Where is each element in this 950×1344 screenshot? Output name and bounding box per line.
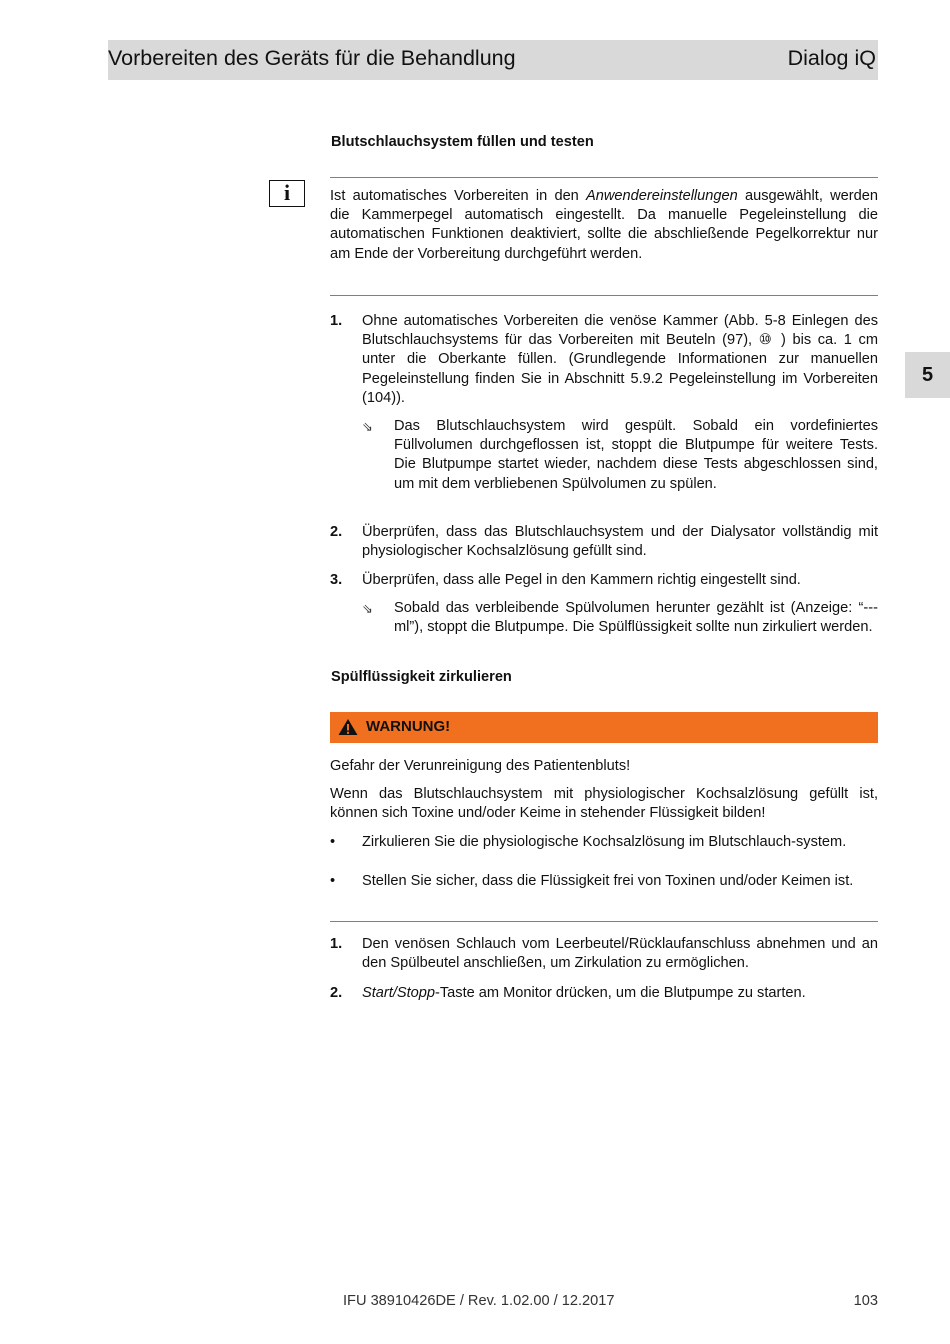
document-reference: IFU 38910426DE / Rev. 1.02.00 / 12.2017 xyxy=(343,1293,615,1309)
bullet-marker: • xyxy=(330,834,336,850)
step-item xyxy=(330,984,878,1003)
page-header xyxy=(108,40,878,80)
step-number: 2. xyxy=(330,524,343,540)
step-item xyxy=(330,935,878,973)
info-text-end: ausgewählt, werden die Kammerpegel automatisch eingestellt. Da manuelle Pegeleinstellung die automatischen Funktionen deaktiviert, sollte die abschließende Pegelkorrektur nur am Ende der Vorbereitung durchgeführt werden. xyxy=(330,188,878,262)
divider xyxy=(330,295,878,296)
bullet-text: Zirkulieren Sie die physiologische Kochsalzlösung im Blutschlauch-system. xyxy=(362,834,847,850)
bullet-marker: • xyxy=(330,873,336,889)
step-result xyxy=(362,417,878,494)
info-text-emphasis: Anwendereinstellungen xyxy=(586,188,738,204)
chapter-title: Vorbereiten des Geräts für die Behandlung xyxy=(108,46,516,70)
step-text xyxy=(362,984,878,1003)
info-note xyxy=(330,187,878,264)
step-text: Überprüfen, dass alle Pegel in den Kammern richtig eingestellt sind. xyxy=(362,572,801,588)
list-item xyxy=(330,833,878,852)
step-text: Den venösen Schlauch vom Leerbeutel/Rücklaufanschluss abnehmen und an den Spülbeutel anschließen, um Zirkulation zu ermöglichen. xyxy=(362,936,878,972)
warning-banner xyxy=(330,712,878,743)
list-item xyxy=(330,872,878,891)
step-result xyxy=(362,599,878,637)
section-heading-circulate: Spülflüssigkeit zirkulieren xyxy=(331,669,512,685)
warning-label: WARNUNG! xyxy=(366,718,451,735)
chapter-number: 5 xyxy=(921,364,934,386)
info-text-start: Ist automatisches Vorbereiten in den xyxy=(330,188,587,204)
result-arrow-icon: ⇘ xyxy=(362,419,373,434)
step-number: 1. xyxy=(330,313,343,329)
step-item xyxy=(330,523,878,561)
key-name: Start/Stopp xyxy=(362,985,436,1001)
warning-triangle-icon xyxy=(338,718,358,736)
info-icon: i xyxy=(269,180,305,207)
result-text: Sobald das verbleibende Spülvolumen herunter gezählt ist (Anzeige: “--- ml”), stoppt die Blutpumpe. Die Spülflüssigkeit sollte nun zirkuliert werden. xyxy=(394,600,878,636)
step-item xyxy=(330,571,878,590)
section-heading-fill-test: Blutschlauchsystem füllen und testen xyxy=(331,134,594,150)
step-number: 3. xyxy=(330,572,343,588)
warning-explanation: Wenn das Blutschlauchsystem mit physiologischer Kochsalzlösung gefüllt ist, können sich Toxine und/oder Keime in stehender Flüssigkeit bilden! xyxy=(330,786,878,822)
page-number: 103 xyxy=(853,1293,878,1309)
step-number: 2. xyxy=(330,985,343,1001)
bullet-text: Stellen Sie sicher, dass die Flüssigkeit frei von Toxinen und/oder Keimen ist. xyxy=(362,873,854,889)
warning-hazard: Gefahr der Verunreinigung des Patientenbluts! xyxy=(330,758,631,774)
result-arrow-icon: ⇘ xyxy=(362,601,373,616)
step-text: Überprüfen, dass das Blutschlauchsystem und der Dialysator vollständig mit physiologischer Kochsalzlösung gefüllt sind. xyxy=(362,524,878,560)
step-number: 1. xyxy=(330,936,343,952)
step-text-rest: -Taste am Monitor drücken, um die Blutpumpe zu starten. xyxy=(435,985,806,1001)
divider xyxy=(330,921,878,922)
result-text: Das Blutschlauchsystem wird gespült. Sobald ein vordefiniertes Füllvolumen durchgeflossen ist, stoppt die Blutpumpe für weitere Tests. Die Blutpumpe startet wieder, nachdem diese Tests abgeschlossen sind, um mit dem verbliebenen Spülvolumen zu spülen. xyxy=(394,418,878,492)
product-name: Dialog iQ xyxy=(787,46,876,70)
step-item xyxy=(330,312,878,408)
chapter-tab xyxy=(905,352,950,398)
step-text: Ohne automatisches Vorbereiten die venöse Kammer (Abb. 5-8 Einlegen des Blutschlauchsystems für das Vorbereiten mit Beuteln (97), ⑩ ) bis ca. 1 cm unter die Oberkante füllen. (Grundlegende Informationen zur manuellen Pegeleinstellung finden Sie in Abschnitt 5.9.2 Pegeleinstellung im Vorbereiten (104)). xyxy=(362,313,878,406)
divider xyxy=(330,177,878,178)
